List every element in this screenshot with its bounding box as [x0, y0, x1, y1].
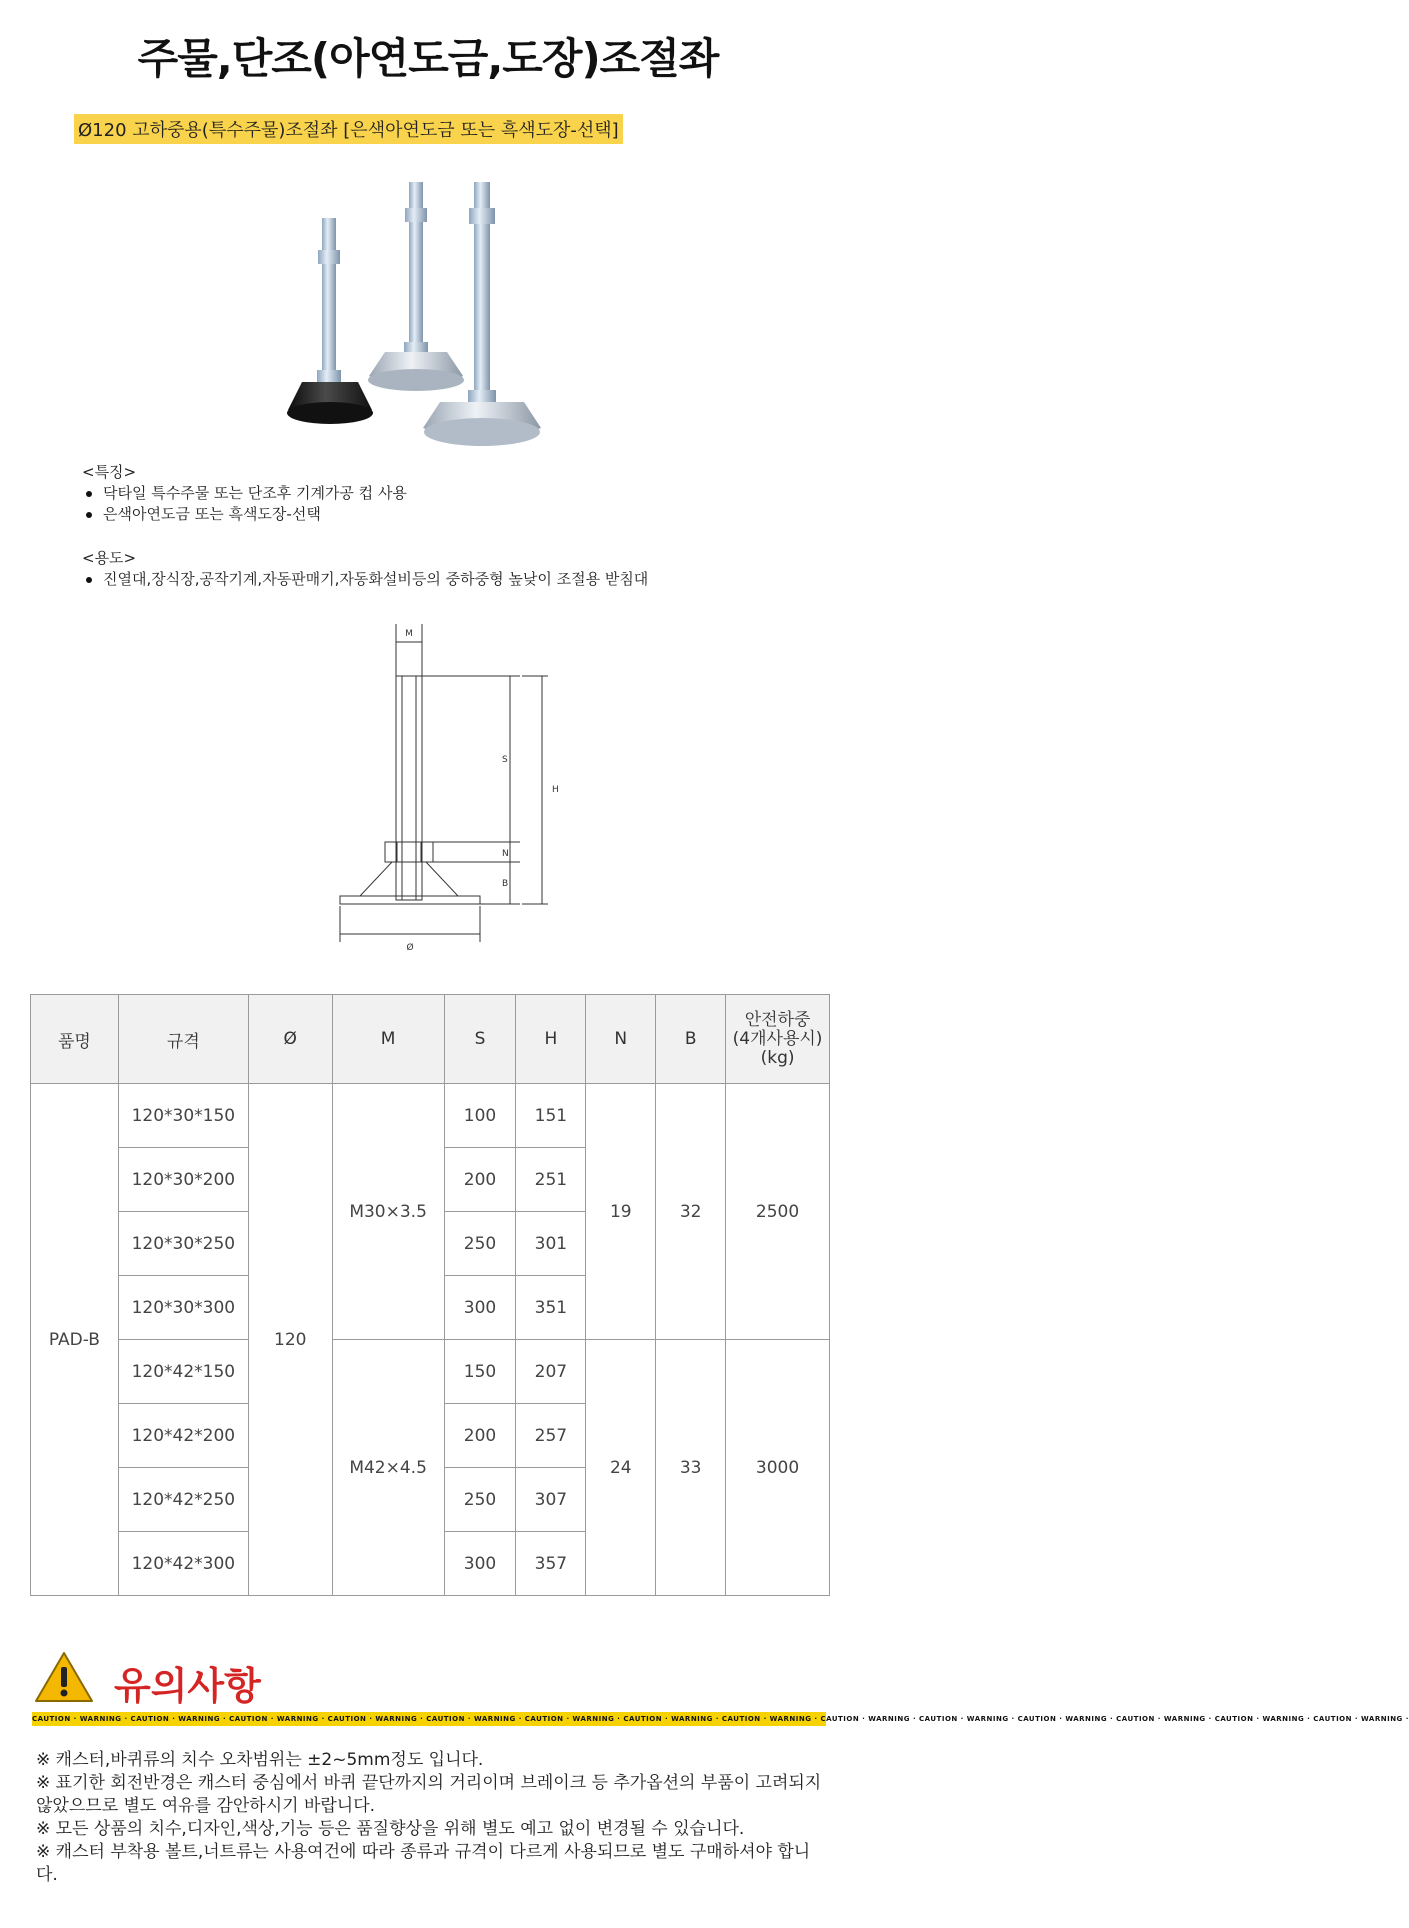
header-diameter: Ø	[248, 995, 332, 1084]
cell-m: M30×3.5	[332, 1084, 444, 1340]
cell-s: 300	[444, 1532, 516, 1596]
notice-title: 유의사항	[114, 1664, 261, 1708]
dim-label-diameter: Ø	[406, 943, 414, 953]
header-b: B	[656, 995, 726, 1084]
header-h: H	[516, 995, 586, 1084]
dim-label-b: B	[502, 879, 509, 889]
cell-b: 32	[656, 1084, 726, 1340]
notice-line: ※ 표기한 회전반경은 캐스터 중심에서 바퀴 끝단까지의 거리이며 브레이크 등 추가옵션의 부품이 고려되지 않았으므로 별도 여유를 감안하시기 바랍니다.	[36, 1773, 822, 1816]
cell-s: 200	[444, 1148, 516, 1212]
cell-diameter: 120	[248, 1084, 332, 1596]
notice-list	[36, 1749, 830, 1887]
header-safe-load: 안전하중 (4개사용시) (kg)	[726, 995, 830, 1084]
cell-b: 33	[656, 1340, 726, 1596]
table-row	[31, 1340, 830, 1404]
cell-h: 151	[516, 1084, 586, 1148]
cell-n: 19	[586, 1084, 656, 1340]
notice-line: ※ 캐스터 부착용 볼트,너트류는 사용여건에 따라 종류과 규격이 다르게 사용되므로 별도 구매하셔야 합니다.	[36, 1842, 811, 1885]
cell-h: 301	[516, 1212, 586, 1276]
usage-heading: <용도>	[82, 549, 137, 567]
silver-leveling-foot-large	[423, 182, 541, 446]
caution-tape: CAUTION · WARNING · CAUTION · WARNING · CAUTION · WARNING · CAUTION · WARNING · CAUTION · WARNING · CAUTION · WARNING · CAUTION · WARNING · CAUTION · WARNING · CAUTION · WARNING · CAUTION · WARNING · CAUTION · WARNING · CAUTION · WARNING · CAUTION · WARNING · CAUTION · WARNING ·	[32, 1712, 826, 1726]
cell-n: 24	[586, 1340, 656, 1596]
cell-s: 150	[444, 1340, 516, 1404]
product-subtitle: Ø120 고하중용(특수주물)조절좌 [은색아연도금 또는 흑색도장-선택]	[74, 114, 623, 144]
dim-label-s: S	[502, 755, 508, 765]
usage-item: 진열대,장식장,공작기계,자동판매기,자동화설비등의 중하중형 높낮이 조절용 받침대	[82, 569, 648, 590]
cell-s: 250	[444, 1468, 516, 1532]
dim-label-h: H	[552, 785, 559, 795]
cell-product: PAD-B	[31, 1084, 119, 1596]
cell-safe-load: 3000	[726, 1340, 830, 1596]
cell-h: 207	[516, 1340, 586, 1404]
spec-table	[30, 994, 830, 1596]
cell-spec: 120*42*250	[118, 1468, 248, 1532]
feature-item: 은색아연도금 또는 흑색도장-선택	[82, 504, 407, 525]
page-title: 주물,단조(아연도금,도장)조절좌	[137, 34, 719, 83]
cell-s: 300	[444, 1276, 516, 1340]
usage-section	[82, 548, 648, 590]
cell-h: 257	[516, 1404, 586, 1468]
silver-leveling-foot-small	[368, 182, 464, 391]
cell-h: 307	[516, 1468, 586, 1532]
cell-h: 251	[516, 1148, 586, 1212]
table-row	[31, 1084, 830, 1148]
notice-line: ※ 캐스터,바퀴류의 치수 오차범위는 ±2~5mm정도 입니다.	[36, 1750, 484, 1770]
black-leveling-foot	[287, 218, 373, 424]
cell-spec: 120*30*250	[118, 1212, 248, 1276]
table-header-row	[31, 995, 830, 1084]
cell-h: 351	[516, 1276, 586, 1340]
dim-label-m: M	[405, 629, 413, 639]
cell-s: 100	[444, 1084, 516, 1148]
header-n: N	[586, 995, 656, 1084]
notice-line: ※ 모든 상품의 치수,디자인,색상,기능 등은 품질향상을 위해 별도 예고 없이 변경될 수 있습니다.	[36, 1819, 745, 1839]
cell-h: 357	[516, 1532, 586, 1596]
header-m: M	[332, 995, 444, 1084]
cell-spec: 120*42*150	[118, 1340, 248, 1404]
cell-s: 250	[444, 1212, 516, 1276]
cell-spec: 120*42*300	[118, 1532, 248, 1596]
cell-spec: 120*42*200	[118, 1404, 248, 1468]
cell-m: M42×4.5	[332, 1340, 444, 1596]
features-heading: <특징>	[82, 463, 137, 481]
cell-spec: 120*30*200	[118, 1148, 248, 1212]
features-section	[82, 462, 407, 525]
cell-spec: 120*30*300	[118, 1276, 248, 1340]
dimension-diagram	[330, 616, 570, 956]
header-s: S	[444, 995, 516, 1084]
cell-spec: 120*30*150	[118, 1084, 248, 1148]
cell-s: 200	[444, 1404, 516, 1468]
warning-triangle-icon	[33, 1650, 95, 1704]
product-photo	[260, 170, 630, 460]
dim-label-n: N	[502, 849, 509, 859]
header-spec: 규격	[118, 995, 248, 1084]
header-product: 품명	[31, 995, 119, 1084]
feature-item: 닥타일 특수주물 또는 단조후 기계가공 컵 사용	[82, 483, 407, 504]
cell-safe-load: 2500	[726, 1084, 830, 1340]
